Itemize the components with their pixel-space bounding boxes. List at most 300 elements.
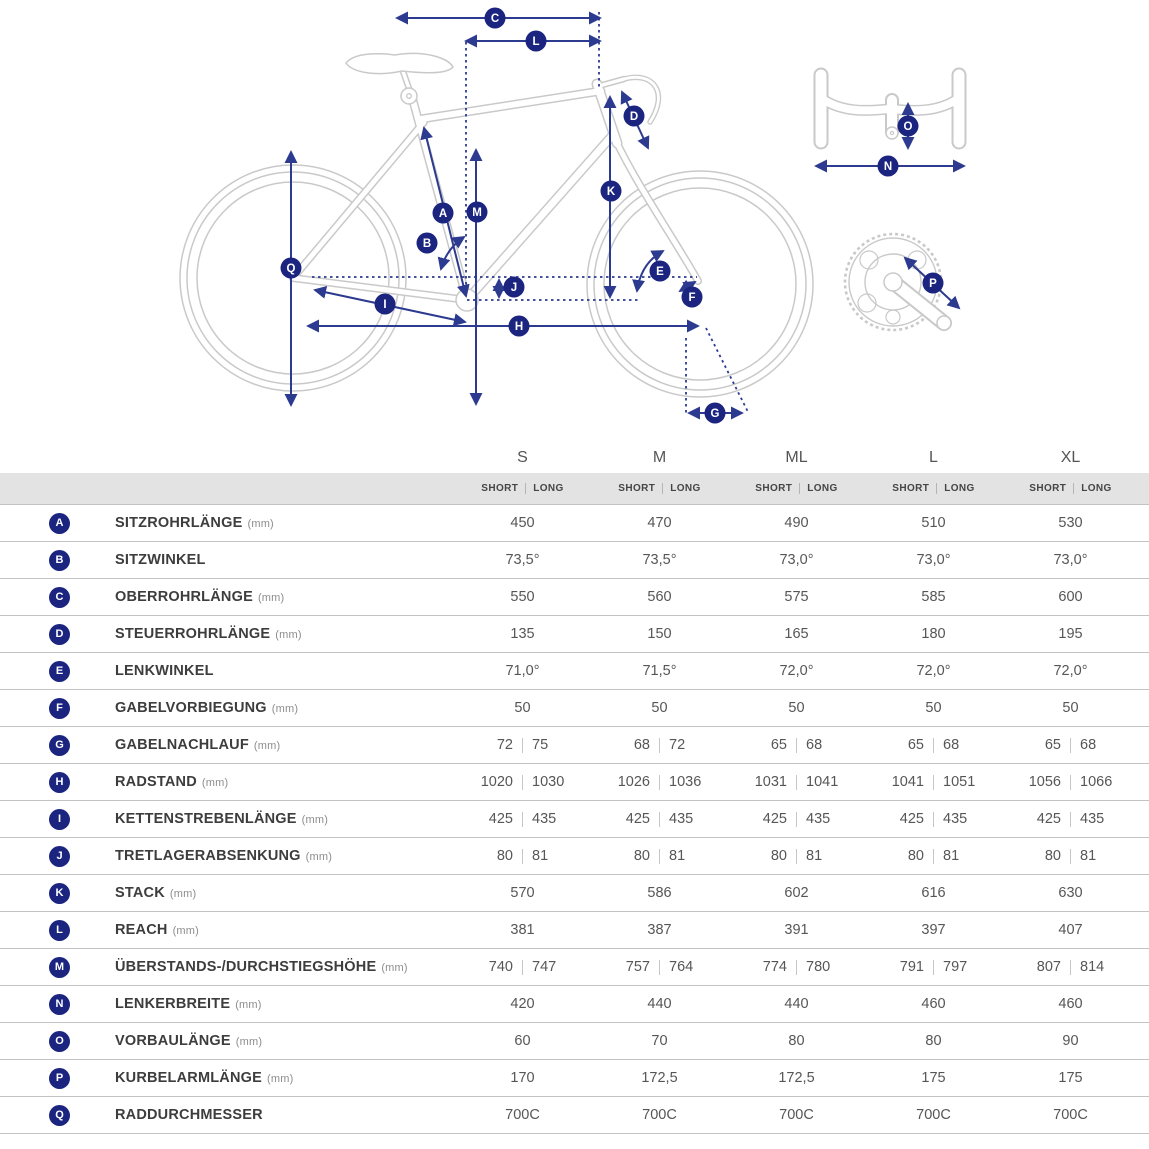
- value-cell: [454, 626, 591, 642]
- value-short: 807: [1036, 959, 1061, 975]
- value-short: 700C: [642, 1107, 677, 1123]
- measurement-badge-C: [485, 8, 506, 29]
- value-cell: [591, 811, 728, 827]
- size-header-row: [0, 443, 1149, 473]
- variant-short-label: SHORT: [618, 483, 656, 494]
- value-short: 616: [921, 885, 946, 901]
- value-short: 170: [510, 1070, 535, 1086]
- value-cell: [1002, 885, 1139, 901]
- row-unit: (mm): [253, 740, 281, 752]
- row-label: SITZROHRLÄNGE (mm): [115, 515, 274, 531]
- value-cell: [1002, 959, 1139, 975]
- row-unit: (mm): [235, 1036, 263, 1048]
- value-short: 425: [625, 811, 650, 827]
- table-row: [0, 838, 1149, 875]
- variant-long-label: LONG: [1081, 483, 1112, 494]
- measurement-badge-E: [650, 261, 671, 282]
- value-long: 764: [669, 959, 694, 975]
- row-label: STACK (mm): [115, 885, 197, 901]
- value-short: 72: [496, 737, 513, 753]
- value-divider: [522, 775, 523, 790]
- value-long: 435: [532, 811, 557, 827]
- value-divider: [522, 960, 523, 975]
- value-short: 1056: [1028, 774, 1061, 790]
- row-label: ÜBERSTANDS-/DURCHSTIEGSHÖHE (mm): [115, 959, 408, 975]
- value-short: 740: [488, 959, 513, 975]
- value-divider: [522, 812, 523, 827]
- value-cell: [591, 1033, 728, 1049]
- row-label-cell: [0, 661, 454, 682]
- value-cell: [865, 996, 1002, 1012]
- value-short: 135: [510, 626, 535, 642]
- measurement-badge-O: [898, 116, 919, 137]
- value-long: 797: [943, 959, 968, 975]
- value-cell: [591, 515, 728, 531]
- table-body: [0, 505, 1149, 1134]
- value-short: 425: [899, 811, 924, 827]
- svg-text:C: C: [490, 13, 500, 25]
- row-badge-A: A: [49, 513, 70, 534]
- table-row: [0, 542, 1149, 579]
- svg-text:B: B: [422, 238, 432, 250]
- row-label: GABELVORBIEGUNG (mm): [115, 700, 299, 716]
- value-cell: [1002, 589, 1139, 605]
- svg-text:L: L: [532, 36, 540, 48]
- value-long: 1066: [1080, 774, 1113, 790]
- value-divider: [933, 849, 934, 864]
- row-label-cell: [0, 587, 454, 608]
- row-badge-E: E: [49, 661, 70, 682]
- size-column-header: S: [517, 449, 528, 466]
- row-unit: (mm): [257, 592, 285, 604]
- value-short: 73,5°: [505, 552, 540, 568]
- value-short: 172,5: [641, 1070, 678, 1086]
- value-short: 425: [762, 811, 787, 827]
- value-short: 470: [647, 515, 672, 531]
- value-long: 68: [1080, 737, 1097, 753]
- value-cell: [865, 700, 1002, 716]
- value-divider: [1070, 960, 1071, 975]
- value-cell: [1002, 811, 1139, 827]
- value-short: 72,0°: [779, 663, 814, 679]
- value-cell: [728, 996, 865, 1012]
- value-short: 407: [1058, 922, 1083, 938]
- table-row: [0, 875, 1149, 912]
- value-short: 575: [784, 589, 809, 605]
- value-short: 60: [514, 1033, 531, 1049]
- value-cell: [728, 1107, 865, 1123]
- value-cell: [591, 774, 728, 790]
- row-badge-P: P: [49, 1068, 70, 1089]
- value-short: 387: [647, 922, 672, 938]
- value-cell: [1002, 922, 1139, 938]
- value-short: 570: [510, 885, 535, 901]
- value-long: 747: [532, 959, 557, 975]
- row-badge-M: M: [49, 957, 70, 978]
- value-short: 600: [1058, 589, 1083, 605]
- value-cell: [865, 1070, 1002, 1086]
- value-short: 80: [1044, 848, 1061, 864]
- value-short: 50: [925, 700, 942, 716]
- svg-text:M: M: [472, 207, 482, 219]
- measurement-badge-H: [509, 316, 530, 337]
- table-row: [0, 1023, 1149, 1060]
- variant-header-row: [0, 473, 1149, 505]
- value-cell: [591, 552, 728, 568]
- value-cell: [865, 959, 1002, 975]
- variant-divider: [1073, 483, 1074, 494]
- variant-divider: [936, 483, 937, 494]
- value-cell: [591, 626, 728, 642]
- measurement-badge-N: [878, 156, 899, 177]
- row-badge-I: I: [49, 809, 70, 830]
- table-row: [0, 579, 1149, 616]
- value-long: 81: [943, 848, 960, 864]
- row-badge-F: F: [49, 698, 70, 719]
- row-label-cell: [0, 1068, 454, 1089]
- svg-text:G: G: [710, 408, 720, 420]
- value-cell: [454, 700, 591, 716]
- value-short: 602: [784, 885, 809, 901]
- value-long: 75: [532, 737, 549, 753]
- row-label: STEUERROHRLÄNGE (mm): [115, 626, 302, 642]
- row-label-cell: [0, 550, 454, 571]
- svg-text:H: H: [514, 321, 524, 333]
- size-column-header: XL: [1060, 449, 1081, 466]
- value-cell: [454, 1033, 591, 1049]
- row-badge-B: B: [49, 550, 70, 571]
- value-long: 435: [806, 811, 831, 827]
- value-cell: [865, 626, 1002, 642]
- value-cell: [454, 737, 591, 753]
- svg-text:E: E: [656, 266, 664, 278]
- row-badge-C: C: [49, 587, 70, 608]
- row-badge-Q: Q: [49, 1105, 70, 1126]
- value-cell: [1002, 663, 1139, 679]
- row-label: OBERROHRLÄNGE (mm): [115, 589, 285, 605]
- value-short: 80: [496, 848, 513, 864]
- value-cell: [865, 1107, 1002, 1123]
- value-cell: [728, 700, 865, 716]
- value-cell: [454, 959, 591, 975]
- value-short: 80: [770, 848, 787, 864]
- variant-header-cell: [454, 483, 591, 494]
- variant-short-label: SHORT: [755, 483, 793, 494]
- table-row: [0, 986, 1149, 1023]
- value-short: 71,0°: [505, 663, 540, 679]
- variant-long-label: LONG: [944, 483, 975, 494]
- value-short: 150: [647, 626, 672, 642]
- row-label-cell: [0, 920, 454, 941]
- value-short: 68: [633, 737, 650, 753]
- value-cell: [1002, 700, 1139, 716]
- value-short: 1031: [754, 774, 787, 790]
- value-cell: [591, 922, 728, 938]
- value-divider: [1070, 775, 1071, 790]
- row-label-cell: [0, 772, 454, 793]
- value-cell: [591, 996, 728, 1012]
- value-divider: [659, 960, 660, 975]
- svg-text:K: K: [606, 186, 616, 198]
- value-divider: [933, 960, 934, 975]
- measurement-badge-F: [682, 287, 703, 308]
- value-short: 175: [921, 1070, 946, 1086]
- svg-text:F: F: [688, 292, 696, 304]
- value-cell: [728, 1033, 865, 1049]
- value-short: 510: [921, 515, 946, 531]
- value-short: 195: [1058, 626, 1083, 642]
- value-short: 791: [899, 959, 924, 975]
- value-short: 530: [1058, 515, 1083, 531]
- bike-geometry-svg: [0, 0, 1149, 443]
- value-cell: [728, 922, 865, 938]
- value-divider: [1070, 849, 1071, 864]
- row-unit: (mm): [247, 518, 274, 530]
- table-row: [0, 690, 1149, 727]
- value-cell: [454, 1107, 591, 1123]
- measurement-badge-J: [504, 277, 525, 298]
- row-badge-L: L: [49, 920, 70, 941]
- value-cell: [591, 1107, 728, 1123]
- value-short: 586: [647, 885, 672, 901]
- row-unit: (mm): [172, 925, 200, 937]
- value-short: 391: [784, 922, 809, 938]
- value-cell: [1002, 774, 1139, 790]
- row-label: LENKERBREITE (mm): [115, 996, 262, 1012]
- value-cell: [1002, 1070, 1139, 1086]
- svg-text:P: P: [929, 278, 937, 290]
- svg-text:N: N: [883, 161, 893, 173]
- measurement-badge-G: [705, 403, 726, 424]
- row-label-cell: [0, 994, 454, 1015]
- value-short: 700C: [1053, 1107, 1088, 1123]
- value-short: 80: [907, 848, 924, 864]
- row-label: LENKWINKEL: [115, 663, 214, 679]
- row-badge-G: G: [49, 735, 70, 756]
- bike-frame-art: [180, 165, 813, 397]
- row-label-cell: [0, 809, 454, 830]
- row-unit: (mm): [305, 851, 333, 863]
- value-cell: [1002, 737, 1139, 753]
- value-cell: [1002, 1033, 1139, 1049]
- value-cell: [865, 774, 1002, 790]
- value-cell: [728, 737, 865, 753]
- value-divider: [796, 960, 797, 975]
- value-short: 585: [921, 589, 946, 605]
- row-badge-H: H: [49, 772, 70, 793]
- row-unit: (mm): [381, 962, 408, 974]
- size-column-header: ML: [785, 449, 808, 466]
- measurement-badge-D: [624, 106, 645, 127]
- row-label-cell: [0, 624, 454, 645]
- value-short: 50: [1062, 700, 1079, 716]
- row-unit: (mm): [275, 629, 302, 641]
- value-cell: [454, 774, 591, 790]
- measurement-badge-L: [526, 31, 547, 52]
- value-long: 435: [943, 811, 968, 827]
- variant-header-cell: [865, 483, 1002, 494]
- value-cell: [728, 1070, 865, 1086]
- table-row: [0, 949, 1149, 986]
- value-cell: [1002, 552, 1139, 568]
- value-short: 630: [1058, 885, 1083, 901]
- value-short: 425: [488, 811, 513, 827]
- value-cell: [865, 552, 1002, 568]
- variant-divider: [662, 483, 663, 494]
- value-short: 73,0°: [1053, 552, 1088, 568]
- value-cell: [1002, 1107, 1139, 1123]
- value-short: 700C: [779, 1107, 814, 1123]
- row-unit: (mm): [267, 1073, 294, 1085]
- value-short: 1041: [891, 774, 924, 790]
- value-cell: [865, 737, 1002, 753]
- value-cell: [1002, 996, 1139, 1012]
- row-label: GABELNACHLAUF (mm): [115, 737, 281, 753]
- handlebar-top-view-art: [821, 75, 959, 142]
- value-cell: [454, 922, 591, 938]
- value-divider: [659, 738, 660, 753]
- value-cell: [728, 885, 865, 901]
- value-short: 73,5°: [642, 552, 677, 568]
- saddle-art: [346, 53, 453, 73]
- value-short: 1020: [480, 774, 513, 790]
- row-label: TRETLAGERABSENKUNG (mm): [115, 848, 333, 864]
- value-cell: [728, 626, 865, 642]
- variant-header-cell: [728, 483, 865, 494]
- value-cell: [454, 885, 591, 901]
- row-label: SITZWINKEL: [115, 552, 206, 568]
- value-cell: [728, 811, 865, 827]
- value-short: 381: [510, 922, 535, 938]
- svg-text:J: J: [510, 282, 518, 294]
- value-long: 81: [1080, 848, 1097, 864]
- value-long: 81: [532, 848, 549, 864]
- value-cell: [591, 700, 728, 716]
- value-short: 50: [788, 700, 805, 716]
- value-short: 757: [625, 959, 650, 975]
- value-divider: [522, 849, 523, 864]
- variant-short-label: SHORT: [1029, 483, 1067, 494]
- variant-divider: [799, 483, 800, 494]
- measurement-badge-I: [375, 294, 396, 315]
- value-short: 550: [510, 589, 535, 605]
- value-divider: [1070, 812, 1071, 827]
- value-long: 68: [806, 737, 823, 753]
- value-divider: [659, 775, 660, 790]
- variant-long-label: LONG: [533, 483, 564, 494]
- geometry-table: [0, 443, 1149, 1134]
- value-short: 560: [647, 589, 672, 605]
- value-short: 80: [788, 1033, 805, 1049]
- variant-long-label: LONG: [807, 483, 838, 494]
- value-cell: [865, 848, 1002, 864]
- value-short: 71,5°: [642, 663, 677, 679]
- value-short: 73,0°: [916, 552, 951, 568]
- variant-header-cell: [1002, 483, 1139, 494]
- value-long: 435: [669, 811, 694, 827]
- value-short: 774: [762, 959, 787, 975]
- value-divider: [522, 738, 523, 753]
- measurement-badge-A: [433, 203, 454, 224]
- value-cell: [454, 1070, 591, 1086]
- value-long: 814: [1080, 959, 1105, 975]
- value-cell: [728, 515, 865, 531]
- table-row: [0, 616, 1149, 653]
- row-unit: (mm): [235, 999, 262, 1011]
- value-long: 435: [1080, 811, 1105, 827]
- value-short: 420: [510, 996, 535, 1012]
- row-badge-J: J: [49, 846, 70, 867]
- value-cell: [591, 848, 728, 864]
- row-label-cell: [0, 957, 454, 978]
- value-short: 440: [647, 996, 672, 1012]
- value-divider: [933, 738, 934, 753]
- value-divider: [659, 812, 660, 827]
- svg-text:A: A: [438, 208, 448, 220]
- value-long: 81: [669, 848, 686, 864]
- value-cell: [591, 589, 728, 605]
- value-long: 1030: [532, 774, 565, 790]
- table-row: [0, 764, 1149, 801]
- measurement-badge-M: [467, 202, 488, 223]
- value-long: 72: [669, 737, 686, 753]
- value-cell: [454, 589, 591, 605]
- value-cell: [728, 774, 865, 790]
- measurement-badge-K: [601, 181, 622, 202]
- row-badge-N: N: [49, 994, 70, 1015]
- value-short: 73,0°: [779, 552, 814, 568]
- table-row: [0, 653, 1149, 690]
- table-row: [0, 1097, 1149, 1134]
- value-short: 460: [921, 996, 946, 1012]
- measurement-badge-Q: [281, 258, 302, 279]
- value-short: 700C: [916, 1107, 951, 1123]
- value-cell: [865, 589, 1002, 605]
- variant-long-label: LONG: [670, 483, 701, 494]
- value-divider: [659, 849, 660, 864]
- measurement-badge-B: [417, 233, 438, 254]
- value-cell: [728, 552, 865, 568]
- value-short: 450: [510, 515, 535, 531]
- value-short: 175: [1058, 1070, 1083, 1086]
- row-badge-O: O: [49, 1031, 70, 1052]
- variant-divider: [525, 483, 526, 494]
- variant-short-label: SHORT: [892, 483, 930, 494]
- svg-text:D: D: [629, 111, 639, 123]
- table-row: [0, 505, 1149, 542]
- value-cell: [865, 811, 1002, 827]
- value-short: 72,0°: [916, 663, 951, 679]
- value-cell: [728, 959, 865, 975]
- value-cell: [1002, 515, 1139, 531]
- variant-header-cell: [591, 483, 728, 494]
- row-unit: (mm): [201, 777, 229, 789]
- value-short: 80: [925, 1033, 942, 1049]
- value-cell: [454, 996, 591, 1012]
- value-cell: [865, 885, 1002, 901]
- value-short: 700C: [505, 1107, 540, 1123]
- row-label-cell: [0, 735, 454, 756]
- row-unit: (mm): [301, 814, 329, 826]
- value-divider: [933, 812, 934, 827]
- row-label-cell: [0, 883, 454, 904]
- value-cell: [454, 552, 591, 568]
- value-short: 397: [921, 922, 946, 938]
- table-row: [0, 801, 1149, 838]
- value-long: 1036: [669, 774, 702, 790]
- value-cell: [1002, 848, 1139, 864]
- value-divider: [796, 738, 797, 753]
